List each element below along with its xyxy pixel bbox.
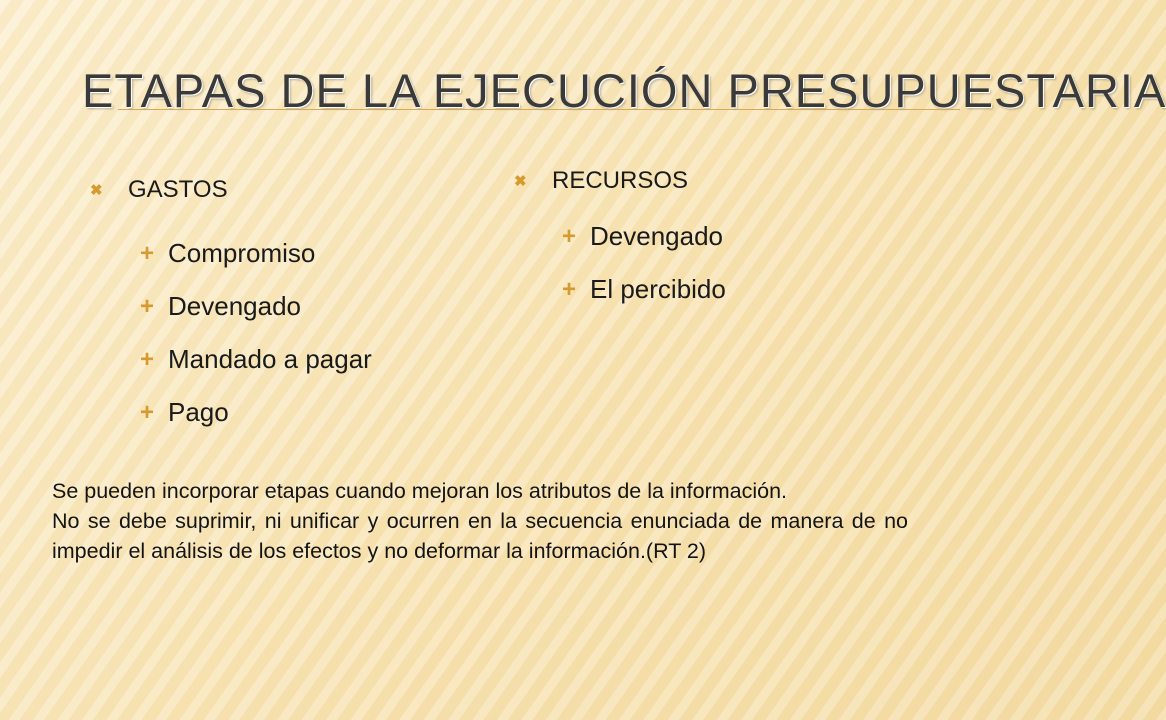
gastos-heading-label: GASTOS bbox=[128, 176, 228, 203]
title-divider bbox=[118, 109, 960, 110]
notes-block bbox=[52, 476, 908, 566]
list-item-label: Devengado bbox=[168, 291, 301, 321]
gastos-list bbox=[90, 227, 372, 439]
list-item bbox=[118, 280, 372, 333]
list-item-label: Devengado bbox=[590, 221, 723, 251]
x-bullet-icon: ✖ bbox=[90, 182, 103, 199]
note-paragraph: No se debe suprimir, ni unificar y ocurren en la secuencia enunciada de manera de no impedir el análisis de los efectos y no deformar la información.(RT 2) bbox=[52, 509, 908, 563]
list-item bbox=[540, 263, 726, 316]
list-item-label: Pago bbox=[168, 397, 229, 427]
recursos-list bbox=[514, 210, 726, 316]
plus-bullet-icon: + bbox=[140, 346, 155, 373]
plus-bullet-icon: + bbox=[140, 240, 155, 267]
recursos-heading-label: RECURSOS bbox=[552, 167, 689, 194]
recursos-column bbox=[514, 167, 726, 316]
list-item bbox=[540, 210, 726, 263]
recursos-heading bbox=[514, 167, 700, 195]
list-item bbox=[118, 386, 372, 439]
list-item-label: El percibido bbox=[590, 274, 726, 304]
list-item-label: Compromiso bbox=[168, 238, 316, 268]
list-item bbox=[118, 227, 372, 280]
plus-bullet-icon: + bbox=[562, 223, 577, 250]
slide-title: ETAPAS DE LA EJECUCIÓN PRESUPUESTARIA bbox=[82, 64, 1166, 117]
gastos-heading bbox=[90, 176, 344, 204]
note-paragraph: Se pueden incorporar etapas cuando mejoran los atributos de la información. bbox=[52, 479, 788, 503]
list-item-label: Mandado a pagar bbox=[168, 344, 372, 374]
plus-bullet-icon: + bbox=[562, 276, 577, 303]
gastos-column bbox=[90, 176, 372, 439]
plus-bullet-icon: + bbox=[140, 293, 155, 320]
x-bullet-icon: ✖ bbox=[514, 173, 527, 190]
list-item bbox=[118, 333, 372, 386]
plus-bullet-icon: + bbox=[140, 399, 155, 426]
